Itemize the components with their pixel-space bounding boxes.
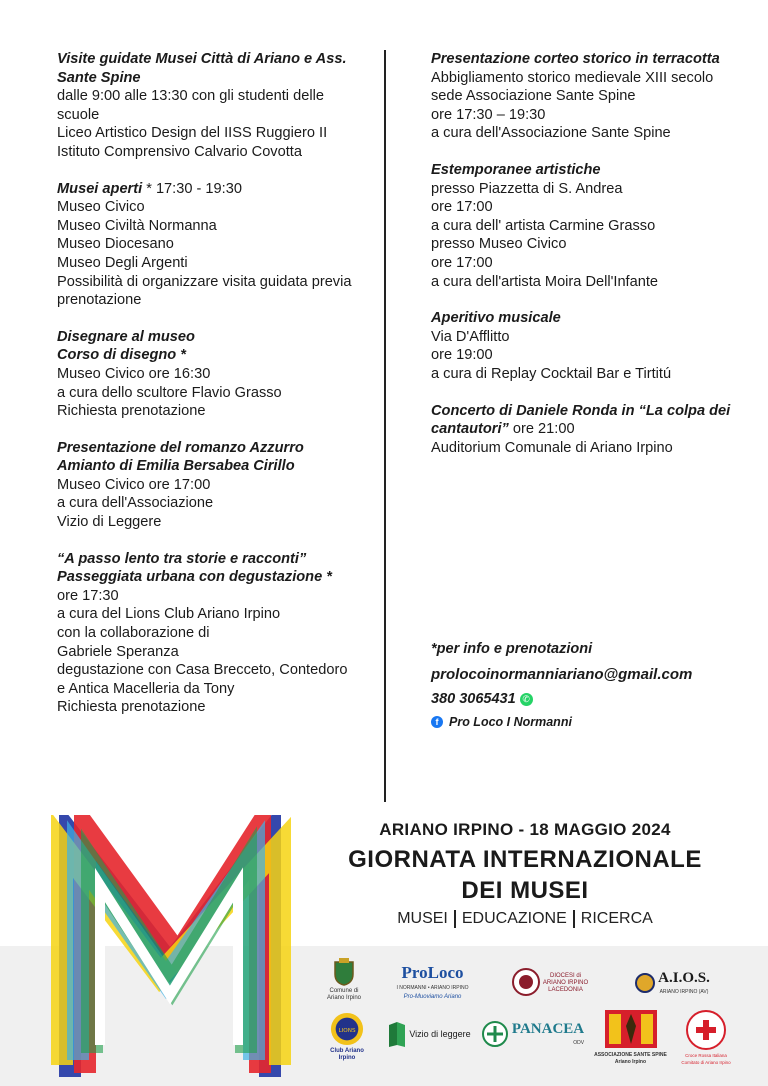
- event-line: Auditorium Comunale di Ariano Irpino: [431, 439, 673, 456]
- event-date: ARIANO IRPINO - 18 MAGGIO 2024: [379, 820, 671, 839]
- event-title: Musei aperti: [57, 180, 143, 197]
- panacea-logo: PANACEA ODV: [478, 1018, 588, 1050]
- lions-logo: LIONS Club Ariano Irpino: [322, 1012, 372, 1062]
- event-line: Gabriele Speranza: [57, 643, 179, 660]
- event-line: Museo Degli Argenti: [57, 254, 188, 271]
- croce-rossa-logo: Croce Rossa Italiana Comitato di Ariano Irpino: [676, 1008, 736, 1068]
- event-line: ore 17:30: [57, 587, 119, 604]
- tagline-item: EDUCAZIONE: [461, 910, 567, 928]
- event-guided-tours: [57, 50, 357, 162]
- event-line: Museo Civico: [57, 199, 145, 216]
- tagline-item: RICERCA: [580, 910, 653, 928]
- event-terracotta: [431, 50, 731, 143]
- event-line: Richiesta prenotazione: [57, 699, 206, 716]
- aios-emblem-icon: [635, 973, 655, 993]
- right-column: [431, 50, 731, 475]
- event-line: Liceo Artistico Design del IISS Ruggiero II: [57, 125, 328, 142]
- event-line: ore 19:00: [431, 347, 493, 364]
- column-divider: [384, 50, 386, 802]
- aios-logo: A.I.O.S. ARIANO IRPINO (AV): [615, 968, 730, 998]
- diocese-seal-icon: [512, 968, 540, 996]
- event-line: dalle 9:00 alle 13:30 con gli studenti delle scuole: [57, 88, 324, 123]
- event-line: a cura dello scultore Flavio Grasso: [57, 384, 282, 401]
- facebook-row[interactable]: [431, 712, 751, 732]
- event-title-extra: ore 21:00: [508, 421, 575, 438]
- event-title: Presentazione del romanzo Azzurro Amianto di Emilia Bersabea Cirillo: [57, 439, 304, 475]
- event-line: a cura di Replay Cocktail Bar e Tirtitú: [431, 365, 672, 382]
- whatsapp-icon: ✆: [520, 693, 533, 706]
- event-book-presentation: [57, 439, 357, 532]
- event-open-museums: [57, 180, 357, 310]
- event-line: presso Museo Civico: [431, 236, 567, 253]
- event-line: ore 17:30 – 19:30: [431, 106, 546, 123]
- event-title: Aperitivo musicale: [431, 310, 561, 327]
- email-link[interactable]: prolocoinormanniariano@gmail.com: [431, 666, 693, 683]
- event-line: Istituto Comprensivo Calvario Covotta: [57, 143, 302, 160]
- event-line: ore 17:00: [431, 199, 493, 216]
- event-line: a cura dell' artista Carmine Grasso: [431, 217, 656, 234]
- event-concert: [431, 402, 731, 458]
- event-line: a cura del Lions Club Ariano Irpino: [57, 606, 281, 623]
- event-line: sede Associazione Sante Spine: [431, 88, 636, 105]
- event-line: ore 17:00: [431, 254, 493, 271]
- event-line: Richiesta prenotazione: [57, 403, 206, 420]
- event-line: presso Piazzetta di S. Andrea: [431, 180, 623, 197]
- event-aperitivo: [431, 309, 731, 383]
- book-icon: [387, 1021, 407, 1047]
- event-line: Abbigliamento storico medievale XIII secolo: [431, 69, 714, 86]
- event-line: a cura dell'artista Moira Dell'Infante: [431, 273, 659, 290]
- event-title: Presentazione corteo storico in terracotta: [431, 51, 720, 67]
- event-title: Estemporanee artistiche: [431, 161, 601, 178]
- event-line: a cura dell'Associazione: [57, 495, 214, 512]
- info-label: *per info e prenotazioni: [431, 641, 593, 657]
- tagline: [305, 910, 745, 928]
- event-line: Vizio di Leggere: [57, 514, 162, 531]
- tagline-item: MUSEI: [397, 910, 448, 928]
- svg-text:LIONS: LIONS: [338, 1027, 356, 1034]
- museum-m-logo: [40, 815, 300, 1085]
- proloco-logo: ProLoco I NORMANNI • ARIANO IRPINO Pro-Muoviamo Ariano: [396, 963, 469, 1000]
- event-drawing: [57, 328, 357, 421]
- banner-icon: [603, 1008, 659, 1050]
- event-line: Museo Civico ore 17:00: [57, 476, 211, 493]
- facebook-icon: f: [431, 716, 443, 728]
- contacts: [431, 637, 751, 732]
- vizio-logo: Vizio di leggere: [385, 1018, 473, 1050]
- event-title: “A passo lento tra storie e racconti” Passeggiata urbana con degustazione *: [57, 550, 332, 586]
- event-line: con la collaborazione di: [57, 625, 210, 642]
- event-line: a cura dell'Associazione Sante Spine: [431, 125, 671, 142]
- event-title: Concerto di Daniele Ronda in “La colpa dei cantautori”: [431, 402, 731, 438]
- cross-emblem-icon: [482, 1021, 508, 1047]
- phone-number[interactable]: 380 3065431: [431, 691, 516, 707]
- facebook-page[interactable]: Pro Loco I Normanni: [449, 715, 572, 729]
- crest-icon: [333, 958, 355, 986]
- lions-emblem-icon: [329, 1012, 365, 1046]
- page-title-line2: DEI MUSEI: [461, 877, 589, 904]
- left-column: [57, 50, 357, 735]
- diocesi-logo: DIOCESI di ARIANO IRPINO LACEDONIA: [505, 963, 595, 1001]
- red-cross-icon: [686, 1010, 726, 1050]
- event-line: Museo Civiltà Normanna: [57, 217, 217, 234]
- event-urban-walk: [57, 550, 357, 717]
- event-title: Disegnare al museo Corso di disegno *: [57, 328, 195, 364]
- event-artistic: [431, 161, 731, 291]
- event-line: Via D'Afflitto: [431, 328, 510, 345]
- event-line: Museo Civico ore 16:30: [57, 365, 211, 382]
- event-title-extra: * 17:30 - 19:30: [142, 180, 242, 197]
- page-title-line1: GIORNATA INTERNAZIONALE: [348, 846, 702, 873]
- comune-logo: Comune di Ariano Irpino: [323, 955, 365, 1005]
- event-line: Museo Diocesano: [57, 236, 174, 253]
- event-title: Visite guidate Musei Città di Ariano e Ass. Sante Spine: [57, 51, 347, 86]
- event-line: degustazione con Casa Brecceto, Contedoro e Antica Macelleria da Tony: [57, 662, 348, 697]
- event-line: Possibilità di organizzare visita guidata previa prenotazione: [57, 273, 352, 309]
- sante-spine-logo: ASSOCIAZIONE SANTE SPINE Ariano Irpino: [593, 1005, 668, 1069]
- phone-row[interactable]: [431, 687, 751, 712]
